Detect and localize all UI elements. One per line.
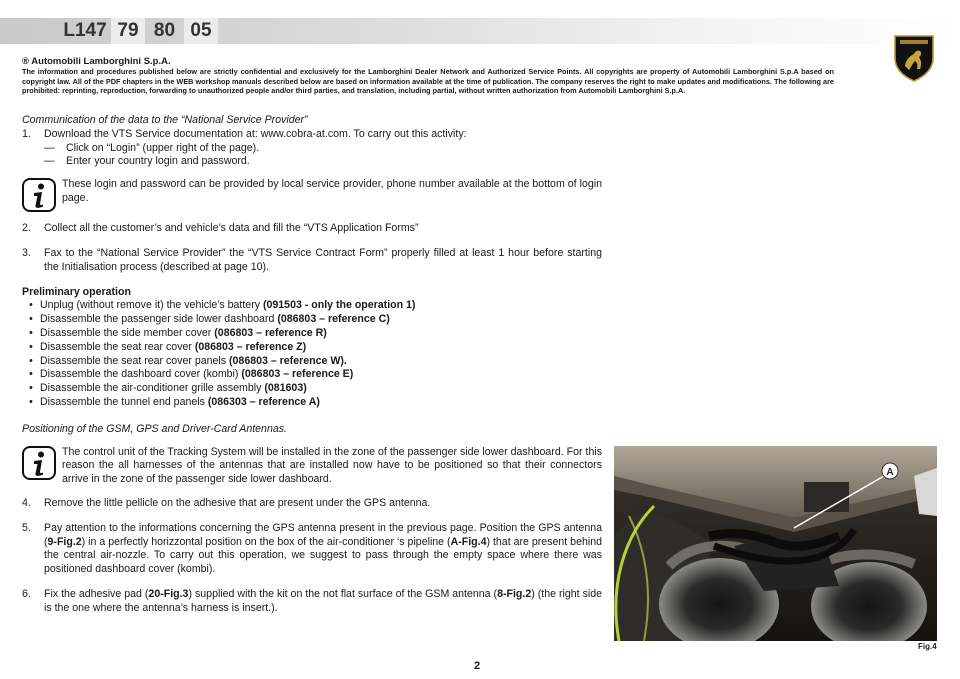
info-note-login: These login and password can be provided by local service provider, phone number available at the bottom of login page. [22, 178, 602, 212]
lamborghini-shield-logo [893, 34, 935, 82]
company-title: ® Automobili Lamborghini S.p.A. [22, 56, 171, 67]
bullet-mark: • [29, 313, 33, 326]
code-model: L147 [63, 20, 107, 41]
preliminary-item-reference: (086803 – reference W). [229, 354, 347, 367]
bullet-mark: • [29, 382, 33, 395]
ref-9-fig2: 9-Fig.2 [47, 535, 82, 548]
step-2: 2. Collect all the customer’s and vehicle’s data and fill the “VTS Application Forms” [22, 222, 419, 235]
preliminary-item [22, 299, 602, 313]
preliminary-heading: Preliminary operation [22, 285, 131, 298]
legal-header [22, 56, 834, 96]
bullet-mark: • [29, 340, 33, 353]
ref-20-fig3: 20-Fig.3 [148, 587, 189, 600]
code-operation: 05 [184, 18, 218, 44]
callout-a: A [886, 467, 894, 478]
preliminary-item-text: Disassemble the air-conditioner grille assembly [40, 382, 265, 395]
preliminary-item-text: Disassemble the passenger side lower dashboard [40, 313, 278, 326]
page-number: 2 [474, 660, 481, 672]
bullet-mark: • [29, 395, 33, 408]
step-4: 4. Remove the little pellicle on the adhesive that are present under the GPS antenna. [22, 496, 431, 509]
info-icon [22, 446, 56, 480]
bullet-mark: • [29, 299, 33, 312]
figure-label: Fig.4 [918, 642, 937, 651]
preliminary-item-text: Disassemble the seat rear cover [40, 340, 195, 353]
preliminary-item [22, 355, 602, 369]
main-content [22, 114, 602, 616]
preliminary-item-reference: (081603) [264, 382, 307, 395]
preliminary-list [22, 299, 602, 409]
preliminary-item [22, 341, 602, 355]
bullet-mark: • [29, 354, 33, 367]
ref-8-fig2: 8-Fig.2 [497, 587, 532, 600]
preliminary-item-text: Disassemble the dashboard cover (kombi) [40, 368, 242, 381]
info-icon [22, 178, 56, 212]
preliminary-item-reference: (086803 – reference Z) [194, 340, 307, 353]
step-6: 6. Fix the adhesive pad (20-Fig.3) supplied with the kit on the not flat surface of the GSM antenna (8-Fig.2) (the right side is the one where the antenna’s harness is insert.). [22, 587, 603, 614]
ref-a-fig4: A-Fig.4 [450, 535, 487, 548]
preliminary-item-text: Unplug (without remove it) the vehicle’s battery [40, 299, 263, 312]
info-note-control-unit: The control unit of the Tracking System will be installed in the zone of the passenger side lower dashboard. For this reason the all harnesses of the antennas that are installed now have to be positioned so that their connectors arrive in the zone of the passenger side lower dashboard. [22, 446, 602, 487]
preliminary-item [22, 396, 602, 410]
preliminary-item-reference: (091503 - only the operation 1) [262, 299, 416, 312]
preliminary-item-text: Disassemble the tunnel end panels [40, 395, 208, 408]
confidentiality-notice: The information and procedures published below are strictly confidential and exclusively for the Lamborghini Dealer Network and Authorized Service Points. All copyrights are property of Automobili Lamborghini S.p.A based on copyright law. All of the PDF chapters in the WEB workshop manuals described below are based on information available at the time of publication. The company reserves the right to make updates and modifications. The following are prohibited: reprinting, reproduction, forwarding to unauthorized people and/or third parties, and translation, including partial, without written authorization from Automobili Lamborghini S.p.A. [22, 67, 834, 96]
code-subgroup: 80 [153, 20, 176, 41]
preliminary-item-reference: (086803 – reference R) [214, 326, 327, 339]
preliminary-item-reference: (086803 – reference E) [241, 368, 354, 381]
preliminary-item [22, 313, 602, 327]
preliminary-item-reference: (086303 – reference A) [207, 395, 320, 408]
bullet-mark: • [29, 368, 33, 381]
preliminary-item-text: Disassemble the seat rear cover panels [40, 354, 230, 367]
preliminary-item [22, 382, 602, 396]
preliminary-item [22, 368, 602, 382]
preliminary-item-reference: (086803 – reference C) [277, 313, 390, 326]
step-1: 1. Download the VTS Service documentation at: www.cobra-at.com. To carry out this activity: [22, 127, 467, 140]
section-heading-positioning: Positioning of the GSM, GPS and Driver-Card Antennas. [22, 422, 287, 435]
figure-photo-ac-pipeline [614, 446, 937, 641]
substep-password: — Enter your country login and password. [44, 155, 250, 168]
step-3: 3. Fax to the “National Service Provider” the “VTS Service Contract Form” properly filled at least 1 hour before starting the Initialisation process (described at page 10). [22, 246, 602, 273]
step-5: 5. Pay attention to the informations concerning the GPS antenna present in the previous page. Position the GPS antenna (9-Fig.2) in a perfectly horizzontal position on the box of the air-conditioner ‘s pipeline (A-Fig.4) that are present behind the central air-nozzle. To carry out this operation, we suggest to pass through the empty space where there was positioned dashboard cover (kombi). [22, 521, 602, 576]
section-heading-communication: Communication of the data to the “National Service Provider” [22, 114, 308, 126]
preliminary-item-text: Disassemble the side member cover [40, 326, 215, 339]
code-group: 79 [111, 18, 145, 44]
preliminary-item [22, 327, 602, 341]
substep-login: — Click on “Login” (upper right of the page). [44, 141, 260, 154]
bullet-mark: • [29, 326, 33, 339]
